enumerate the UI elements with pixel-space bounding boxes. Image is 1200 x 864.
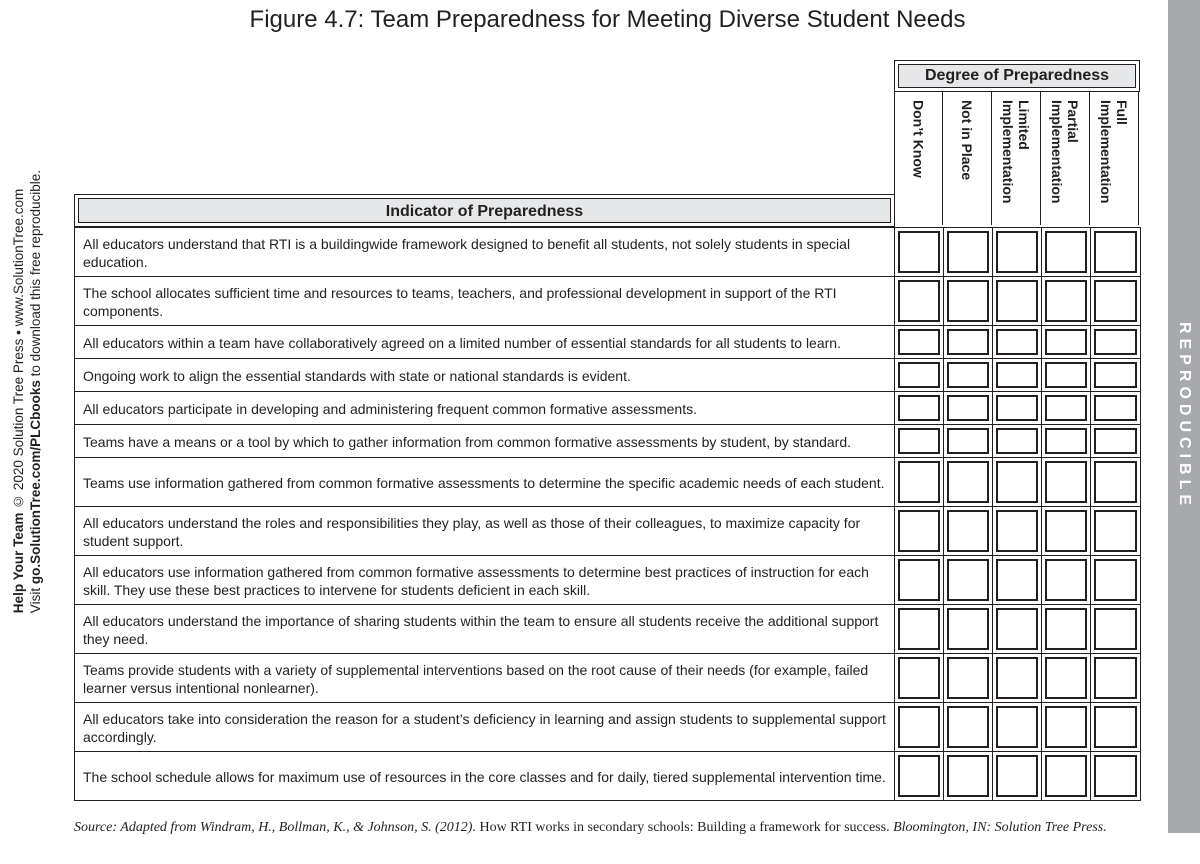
column-header [894,92,943,225]
download-link[interactable]: go.SolutionTree.com/PLCbooks [28,380,43,585]
rating-checkbox[interactable] [947,362,989,388]
rating-checkbox[interactable] [1045,559,1087,601]
indicator-text: All educators participate in developing and administering frequent common formative assessments. [75,392,895,424]
column-label: Partial Implementation [1049,100,1081,204]
table-row [75,506,1140,555]
degree-header: Degree of Preparedness [894,60,1140,92]
rating-cell [1042,326,1091,358]
rating-checkbox[interactable] [996,608,1038,650]
rating-cell [1042,752,1091,800]
rating-cell [993,605,1042,653]
rating-checkbox[interactable] [947,280,989,322]
rating-cell [1042,605,1091,653]
rating-checkbox[interactable] [1045,329,1087,355]
rating-cell [1042,654,1091,702]
rating-checkbox[interactable] [947,559,989,601]
rating-cell [1042,556,1091,604]
preparedness-table [74,227,1141,801]
table-row [75,604,1140,653]
indicator-text: Teams provide students with a variety of supplemental interventions based on the root cause of their needs (for example, failed learner versus intentional nonlearner). [75,654,895,702]
rating-cell [1091,703,1140,751]
table-row [75,424,1140,457]
rating-cell [895,228,944,276]
source-prefix: Source: Adapted from Windram, H., Bollman, K., & Johnson, S. (2012). [74,820,476,835]
rating-checkbox[interactable] [898,329,940,355]
column-label: Not in Place [959,100,975,181]
rating-cell [1091,392,1140,424]
column-label: Don’t Know [910,100,927,178]
column-header [1090,92,1139,225]
table-row [75,391,1140,424]
rating-checkbox[interactable] [898,706,940,748]
rating-cell [993,703,1042,751]
rating-cell [895,752,944,800]
rating-checkbox[interactable] [947,231,989,273]
rating-cell [895,392,944,424]
indicator-text: Teams use information gathered from common formative assessments to determine the specific academic needs of each student. [75,458,895,506]
rating-checkbox[interactable] [996,461,1038,503]
column-header [992,92,1041,225]
rating-checkbox[interactable] [996,280,1038,322]
rating-cell [895,359,944,391]
rating-cell [895,507,944,555]
rating-cell [944,425,993,457]
rating-checkbox[interactable] [1045,280,1087,322]
rating-cell [1091,228,1140,276]
rating-cell [944,556,993,604]
indicator-text: All educators take into consideration the reason for a student’s deficiency in learning and assign students to supplemental support accordingly. [75,703,895,751]
visit-text: Visit [28,584,43,614]
rating-cell [1091,605,1140,653]
rating-checkbox[interactable] [898,280,940,322]
copyright-text: © 2020 Solution Tree Press • www.SolutionTree.com [11,188,26,513]
table-row [75,227,1140,276]
rating-cell [1042,507,1091,555]
rating-cell [895,277,944,325]
rating-cell [1091,277,1140,325]
rating-checkbox[interactable] [996,329,1038,355]
rating-cell [993,458,1042,506]
download-text: to download this free reproducible. [28,170,43,381]
rating-cell [944,605,993,653]
rating-checkbox[interactable] [996,231,1038,273]
rating-cell [895,556,944,604]
rating-checkbox[interactable] [1094,428,1137,454]
indicator-text: All educators within a team have collaboratively agreed on a limited number of essential standards for all students to learn. [75,326,895,358]
indicator-text: All educators understand the roles and responsibilities they play, as well as those of their colleagues, to maximize capacity for student support. [75,507,895,555]
rating-checkbox[interactable] [1045,706,1087,748]
rating-checkbox[interactable] [996,657,1038,699]
rating-cell [993,359,1042,391]
rating-checkbox[interactable] [898,755,940,797]
column-header [1041,92,1090,225]
column-label: Limited Implementation [1000,100,1032,204]
indicator-text: All educators understand the importance of sharing students within the team to ensure all students receive the additional support they need. [75,605,895,653]
column-header [943,92,992,225]
rating-checkbox[interactable] [1094,231,1137,273]
rating-cell [993,326,1042,358]
table-row [75,358,1140,391]
figure-title: Figure 4.7: Team Preparedness for Meeting Diverse Student Needs [249,6,966,33]
table-row [75,702,1140,751]
rating-checkbox[interactable] [1094,461,1137,503]
rating-checkbox[interactable] [898,510,940,552]
rating-cell [993,228,1042,276]
rating-cell [944,228,993,276]
rating-checkbox[interactable] [1094,329,1137,355]
rating-cell [993,392,1042,424]
rating-cell [895,605,944,653]
rating-cell [1042,425,1091,457]
rating-checkbox[interactable] [898,395,940,421]
rating-checkbox[interactable] [1045,231,1087,273]
rating-cell [895,326,944,358]
rating-checkbox[interactable] [1045,657,1087,699]
rating-checkbox[interactable] [947,706,989,748]
rating-checkbox[interactable] [1094,510,1137,552]
copyright-note [10,170,44,613]
rating-cell [1042,703,1091,751]
rating-checkbox[interactable] [1094,706,1137,748]
rating-cell [993,654,1042,702]
rating-cell [895,703,944,751]
table-row [75,653,1140,702]
rating-cell [944,752,993,800]
rating-cell [895,425,944,457]
table-row [75,325,1140,358]
indicator-text: Ongoing work to align the essential standards with state or national standards is evident. [75,359,895,391]
rating-cell [1091,654,1140,702]
rating-cell [993,425,1042,457]
rating-checkbox[interactable] [947,329,989,355]
source-title: How RTI works in secondary schools: Building a framework for success. [475,820,890,835]
rating-checkbox[interactable] [898,461,940,503]
rating-cell [944,458,993,506]
rating-cell [1042,458,1091,506]
rating-checkbox[interactable] [1094,559,1137,601]
table-row [75,276,1140,325]
rating-cell [944,277,993,325]
rating-checkbox[interactable] [1094,608,1137,650]
rating-cell [1091,425,1140,457]
rating-cell [993,556,1042,604]
rating-cell [895,654,944,702]
rating-checkbox[interactable] [898,608,940,650]
rating-checkbox[interactable] [947,755,989,797]
rating-checkbox[interactable] [947,395,989,421]
book-title: Help Your Team [11,512,26,614]
rating-checkbox[interactable] [898,362,940,388]
rating-checkbox[interactable] [947,608,989,650]
indicator-text: Teams have a means or a tool by which to gather information from common formative assessments by student, by standard. [75,425,895,457]
rating-checkbox[interactable] [1045,755,1087,797]
source-citation [74,818,1149,838]
rating-checkbox[interactable] [996,428,1038,454]
rating-checkbox[interactable] [996,510,1038,552]
rating-checkbox[interactable] [1094,280,1137,322]
rating-cell [895,458,944,506]
rating-checkbox[interactable] [1094,657,1137,699]
rating-checkbox[interactable] [898,428,940,454]
rating-checkbox[interactable] [1045,362,1087,388]
rating-cell [944,326,993,358]
rating-cell [944,703,993,751]
column-label: Full Implementation [1098,100,1130,204]
rating-checkbox[interactable] [996,559,1038,601]
rating-checkbox[interactable] [996,755,1038,797]
rating-checkbox[interactable] [1045,395,1087,421]
rating-cell [993,752,1042,800]
source-publisher: Bloomington, IN: Solution Tree Press. [889,820,1107,835]
reproducible-label: REPRODUCIBLE [1176,322,1193,511]
rating-cell [1091,359,1140,391]
table-row [75,751,1140,800]
rating-checkbox[interactable] [1045,461,1087,503]
table-row [75,555,1140,604]
rating-checkbox[interactable] [947,510,989,552]
rating-cell [1042,359,1091,391]
rating-checkbox[interactable] [947,461,989,503]
rating-cell [944,392,993,424]
reproducible-sidebar [1168,0,1200,833]
rating-cell [1091,752,1140,800]
rating-checkbox[interactable] [1045,428,1087,454]
rating-cell [944,359,993,391]
rating-checkbox[interactable] [898,657,940,699]
rating-checkbox[interactable] [996,395,1038,421]
rating-cell [1091,556,1140,604]
rating-cell [1042,228,1091,276]
rating-checkbox[interactable] [898,231,940,273]
indicator-text: All educators use information gathered from common formative assessments to determine best practices of instruction for each skill. They use these best practices to intervene for students deficient in each skill. [75,556,895,604]
rating-cell [1091,458,1140,506]
rating-checkbox[interactable] [996,706,1038,748]
rating-checkbox[interactable] [1094,362,1137,388]
rating-cell [1091,507,1140,555]
rating-checkbox[interactable] [1045,510,1087,552]
rating-cell [1042,277,1091,325]
indicator-text: All educators understand that RTI is a buildingwide framework designed to benefit all students, not solely students in special education. [75,228,895,276]
rating-checkbox[interactable] [947,428,989,454]
table-row [75,457,1140,506]
rating-cell [993,277,1042,325]
rating-checkbox[interactable] [996,362,1038,388]
indicator-text: The school allocates sufficient time and resources to teams, teachers, and professional development in support of the RTI components. [75,277,895,325]
indicator-text: The school schedule allows for maximum use of resources in the core classes and for daily, tiered supplemental intervention time. [75,752,895,800]
rating-checkbox[interactable] [1045,608,1087,650]
rating-cell [1042,392,1091,424]
rating-checkbox[interactable] [947,657,989,699]
indicator-header: Indicator of Preparedness [74,194,895,227]
rating-cell [944,654,993,702]
rating-checkbox[interactable] [898,559,940,601]
rating-cell [1091,326,1140,358]
rating-cell [944,507,993,555]
rating-cell [993,507,1042,555]
rating-checkbox[interactable] [1094,395,1137,421]
rating-checkbox[interactable] [1094,755,1137,797]
